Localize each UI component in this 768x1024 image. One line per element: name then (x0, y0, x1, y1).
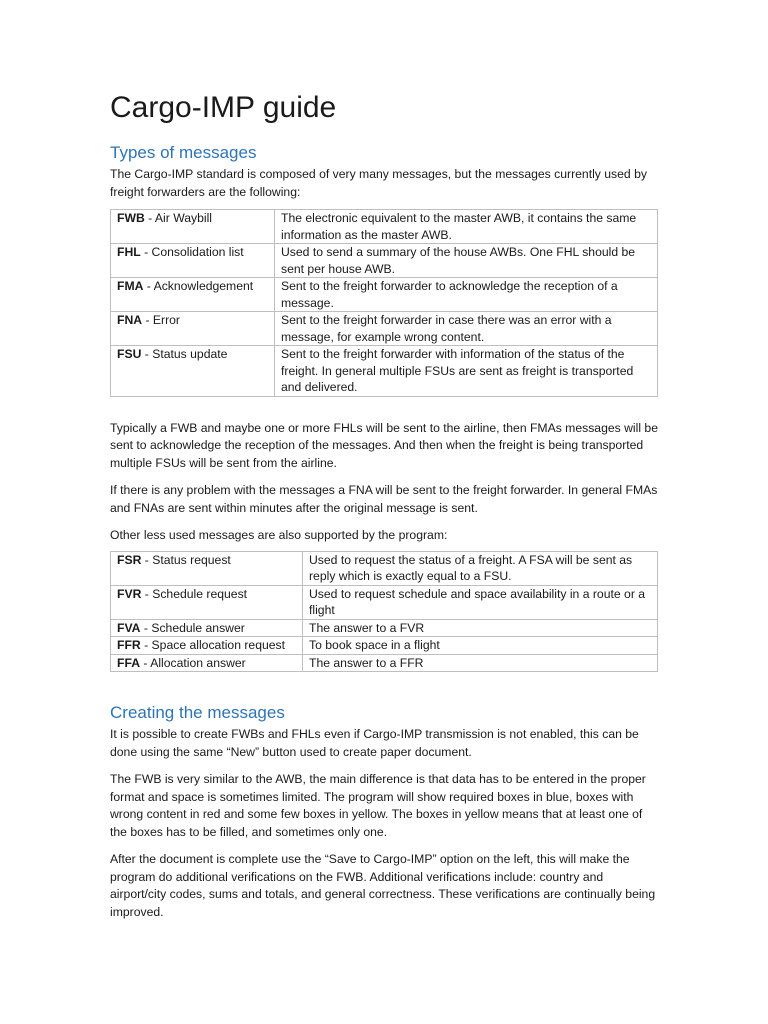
message-name-cell (111, 346, 275, 397)
message-code: FFR (117, 638, 141, 652)
message-name-cell (111, 551, 303, 585)
message-description: The answer to a FVR (303, 619, 658, 637)
create-paragraph-1: It is possible to create FWBs and FHLs even if Cargo-IMP transmission is not enabled, this can be done using the same “New” button used to create paper document. (110, 727, 639, 759)
page-title: Cargo-IMP guide (110, 91, 337, 124)
table-row (111, 585, 658, 619)
message-description: The electronic equivalent to the master AWB, it contains the same information as the master AWB. (275, 210, 658, 244)
message-name-cell (111, 619, 303, 637)
section-heading-creating: Creating the messages (110, 703, 285, 722)
message-name: - Space allocation request (140, 638, 286, 652)
table-row (111, 637, 658, 655)
message-code: FWB (117, 211, 145, 225)
message-name: - Error (142, 313, 180, 327)
message-code: FSR (117, 552, 142, 567)
message-types-table (110, 209, 658, 397)
message-name: - Schedule request (141, 586, 248, 601)
create-paragraph-3: After the document is complete use the “Save to Cargo-IMP” option on the left, this will make the program do additional verifications on the FWB. Additional verifications include: country and airport/city codes, sums and totals, and general correctness. These verifications are continually being improved. (110, 852, 656, 919)
typical-flow-paragraph: Typically a FWB and maybe one or more FHLs will be sent to the airline, then FMAs messages will be sent to acknowledge the reception of the messages. And then when the freight is being transported multiple FSUs will be sent from the airline. (110, 420, 658, 470)
message-name: - Allocation answer (140, 655, 246, 670)
message-description: Sent to the freight forwarder to acknowledge the reception of a message. (275, 278, 658, 312)
message-name: - Schedule answer (140, 620, 245, 635)
table-row (111, 210, 658, 244)
message-name: - Air Waybill (144, 211, 213, 225)
other-messages-paragraph: Other less used messages are also supported by the program: (110, 528, 448, 542)
section-heading-types: Types of messages (110, 143, 257, 162)
table-row (111, 278, 658, 312)
message-code: FMA (117, 279, 144, 293)
table-row (111, 654, 658, 672)
message-name-cell (111, 585, 303, 619)
table-row (111, 244, 658, 278)
problem-paragraph: If there is any problem with the messages a FNA will be sent to the freight forwarder. In general FMAs and FNAs are sent within minutes after the original message is sent. (110, 483, 658, 515)
other-messages-table (110, 551, 658, 673)
message-description: The answer to a FFR (303, 654, 658, 672)
message-code: FSU (117, 347, 142, 361)
message-description: Used to send a summary of the house AWBs. One FHL should be sent per house AWB. (275, 244, 658, 278)
message-description: Used to request schedule and space availability in a route or a flight (303, 585, 658, 619)
message-name: - Consolidation list (140, 245, 244, 259)
message-description: Sent to the freight forwarder with information of the status of the freight. In general multiple FSUs are sent as freight is transported and delivered. (275, 346, 658, 397)
message-description: Sent to the freight forwarder in case there was an error with a message, for example wrong content. (275, 312, 658, 346)
message-description: To book space in a flight (303, 637, 658, 655)
table-row (111, 551, 658, 585)
table-row (111, 346, 658, 397)
message-name: - Status update (141, 347, 228, 361)
message-code: FVA (117, 620, 141, 635)
message-name-cell (111, 278, 275, 312)
table-row (111, 312, 658, 346)
message-name-cell (111, 312, 275, 346)
table-row (111, 619, 658, 637)
message-code: FNA (117, 313, 143, 327)
message-name: - Status request (141, 552, 231, 567)
message-name-cell (111, 210, 275, 244)
message-name: - Acknowledgement (143, 279, 254, 293)
create-paragraph-2: The FWB is very similar to the AWB, the main difference is that data has to be entered in the proper format and space is sometimes limited. The program will show required boxes in blue, boxes with wrong content in red and some few boxes in yellow. The boxes in yellow means that at least one of the boxes has to be filled, and sometimes only one. (110, 772, 646, 839)
message-description: Used to request the status of a freight. A FSA will be sent as reply which is exactly equal to a FSU. (303, 551, 658, 585)
message-name-cell (111, 654, 303, 672)
document-page (110, 88, 658, 921)
message-code: FFA (117, 655, 141, 670)
message-name-cell (111, 244, 275, 278)
message-code: FHL (117, 245, 141, 259)
intro-paragraph: The Cargo-IMP standard is composed of very many messages, but the messages currently used by freight forwarders are the following: (110, 167, 647, 199)
message-code: FVR (117, 586, 142, 601)
message-name-cell (111, 637, 303, 655)
